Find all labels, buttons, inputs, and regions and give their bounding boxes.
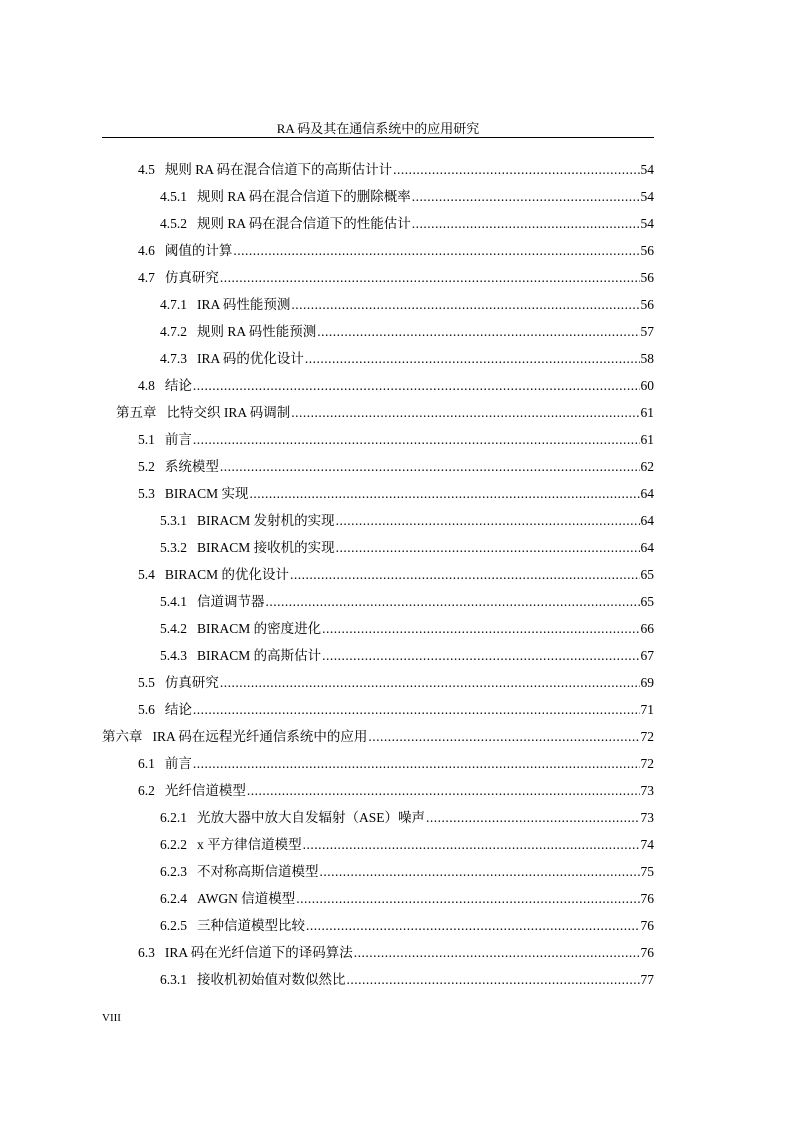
toc-entry-title: IRA 码在远程光纤通信系统中的应用 [152, 729, 368, 744]
toc-leader-dots [303, 835, 640, 855]
toc-entry[interactable] [138, 430, 654, 450]
toc-entry-number: 6.3.1 [160, 972, 187, 987]
toc-entry[interactable] [160, 295, 654, 315]
toc-entry-page: 58 [640, 351, 654, 366]
toc-entry[interactable] [138, 754, 654, 774]
toc-entry-title: BIRACM 实现 [164, 486, 249, 501]
toc-entry-page: 69 [640, 675, 654, 690]
toc-leader-dots [290, 565, 639, 585]
toc-entry-number: 6.1 [138, 756, 155, 771]
toc-entry[interactable] [160, 646, 654, 666]
toc-leader-dots [193, 754, 640, 774]
toc-entry-number: 4.7.1 [160, 297, 187, 312]
toc-entry-page: 74 [640, 837, 654, 852]
toc-entry-page: 54 [640, 216, 654, 231]
toc-entry-page: 54 [640, 189, 654, 204]
toc-entry[interactable] [116, 403, 654, 423]
toc-entry-page: 57 [640, 324, 654, 339]
toc-leader-dots [347, 970, 640, 990]
toc-entry[interactable] [138, 457, 654, 477]
toc-leader-dots [220, 673, 640, 693]
toc-entry[interactable] [160, 511, 654, 531]
toc-entry-title: 光纤信道模型 [164, 783, 246, 798]
running-header: RA 码及其在通信系统中的应用研究 [276, 121, 480, 136]
toc-leader-dots [220, 457, 640, 477]
toc-entry-number: 6.2.4 [160, 891, 187, 906]
toc-entry-title: 接收机初始值对数似然比 [197, 972, 346, 987]
toc-entry-title: 前言 [164, 432, 192, 447]
toc-entry-number: 5.4 [138, 567, 155, 582]
toc-entry-title: IRA 码的优化设计 [197, 351, 304, 366]
toc-entry-page: 56 [640, 243, 654, 258]
toc-entry-page: 77 [640, 972, 654, 987]
page-number: VIII [102, 1012, 121, 1024]
toc-entry[interactable] [138, 160, 654, 180]
toc-leader-dots [250, 484, 640, 504]
toc-entry[interactable] [160, 835, 654, 855]
toc-entry-number: 4.5.1 [160, 189, 187, 204]
toc-entry-page: 72 [640, 729, 654, 744]
toc-entry-title: x 平方律信道模型 [197, 837, 302, 852]
toc-entry[interactable] [160, 538, 654, 558]
toc-entry-title: 规则 RA 码在混合信道下的高斯估计计 [164, 162, 393, 177]
toc-entry-title: 比特交织 IRA 码调制 [166, 405, 291, 420]
toc-leader-dots [193, 376, 640, 396]
toc-entry-page: 73 [640, 783, 654, 798]
toc-entry-number: 5.3 [138, 486, 155, 501]
toc-entry-number: 第五章 [116, 405, 157, 420]
toc-leader-dots [291, 403, 639, 423]
toc-entry-title: BIRACM 的密度进化 [197, 621, 322, 636]
toc-leader-dots [336, 511, 640, 531]
toc-entry-number: 6.3 [138, 945, 155, 960]
toc-leader-dots [266, 592, 640, 612]
toc-entry[interactable] [138, 268, 654, 288]
toc-leader-dots [233, 241, 639, 261]
toc-entry-number: 4.5.2 [160, 216, 187, 231]
toc-entry-page: 56 [640, 297, 654, 312]
toc-leader-dots [322, 646, 639, 666]
toc-entry-number: 5.2 [138, 459, 155, 474]
toc-leader-dots [193, 700, 640, 720]
toc-entry-page: 61 [640, 405, 654, 420]
toc-entry-title: AWGN 信道模型 [197, 891, 296, 906]
toc-entry[interactable] [160, 592, 654, 612]
toc-entry-title: BIRACM 发射机的实现 [197, 513, 335, 528]
toc-entry-title: 不对称高斯信道模型 [197, 864, 319, 879]
toc-entry[interactable] [160, 862, 654, 882]
toc-entry-title: 规则 RA 码在混合信道下的删除概率 [197, 189, 411, 204]
toc-leader-dots [220, 268, 640, 288]
toc-entry[interactable] [138, 241, 654, 261]
toc-entry-number: 第六章 [102, 729, 143, 744]
toc-entry-page: 65 [640, 594, 654, 609]
toc-leader-dots [322, 619, 639, 639]
toc-entry-page: 64 [640, 486, 654, 501]
header-rule [102, 137, 654, 138]
toc-entry-title: BIRACM 的高斯估计 [197, 648, 322, 663]
toc-entry-number: 6.2.5 [160, 918, 187, 933]
toc-entry-number: 5.4.3 [160, 648, 187, 663]
toc-entry-title: 系统模型 [164, 459, 219, 474]
toc-entry-number: 5.3.2 [160, 540, 187, 555]
toc-entry-title: 结论 [164, 702, 192, 717]
toc-entry-number: 4.7.2 [160, 324, 187, 339]
toc-entry[interactable] [102, 727, 654, 747]
toc-entry[interactable] [160, 808, 654, 828]
toc-entry[interactable] [160, 970, 654, 990]
toc-leader-dots [296, 889, 639, 909]
toc-leader-dots [368, 727, 639, 747]
toc-entry-page: 71 [640, 702, 654, 717]
toc-entry-title: 光放大器中放大自发辐射（ASE）噪声 [197, 810, 426, 825]
toc-entry-page: 66 [640, 621, 654, 636]
toc-entry-number: 4.5 [138, 162, 155, 177]
toc-entry-page: 76 [640, 945, 654, 960]
toc-entry-page: 56 [640, 270, 654, 285]
toc-entry-number: 5.3.1 [160, 513, 187, 528]
toc-entry-title: 规则 RA 码在混合信道下的性能估计 [197, 216, 411, 231]
toc-entry-title: 阈值的计算 [164, 243, 233, 258]
toc-entry[interactable] [138, 484, 654, 504]
toc-entry[interactable] [160, 187, 654, 207]
toc-entry[interactable] [138, 700, 654, 720]
toc-entry-number: 4.6 [138, 243, 155, 258]
toc-entry-title: IRA 码在光纤信道下的译码算法 [164, 945, 353, 960]
toc-entry-number: 6.2.2 [160, 837, 187, 852]
toc-entry-number: 6.2.3 [160, 864, 187, 879]
toc-entry-page: 76 [640, 918, 654, 933]
toc-entry[interactable] [160, 322, 654, 342]
toc-entry[interactable] [138, 943, 654, 963]
toc-entry[interactable] [160, 889, 654, 909]
toc-leader-dots [317, 322, 639, 342]
toc-entry-page: 64 [640, 513, 654, 528]
toc-entry-page: 76 [640, 891, 654, 906]
toc-entry[interactable] [138, 781, 654, 801]
toc-entry-title: 仿真研究 [164, 675, 219, 690]
toc-entry-page: 54 [640, 162, 654, 177]
toc-entry-page: 67 [640, 648, 654, 663]
toc-entry[interactable] [138, 673, 654, 693]
toc-entry-page: 72 [640, 756, 654, 771]
toc-entry-title: 仿真研究 [164, 270, 219, 285]
toc-entry-title: BIRACM 接收机的实现 [197, 540, 335, 555]
toc-entry[interactable] [160, 619, 654, 639]
toc-entry-number: 5.5 [138, 675, 155, 690]
toc-entry-title: 三种信道模型比较 [197, 918, 305, 933]
toc-entry-page: 64 [640, 540, 654, 555]
toc-entry-number: 4.7.3 [160, 351, 187, 366]
toc-entry[interactable] [160, 916, 654, 936]
toc-entry-number: 6.2.1 [160, 810, 187, 825]
toc-entry-page: 65 [640, 567, 654, 582]
toc-entry-number: 4.8 [138, 378, 155, 393]
toc-entry-page: 60 [640, 378, 654, 393]
toc-entry-number: 5.1 [138, 432, 155, 447]
toc-leader-dots [305, 349, 640, 369]
toc-entry-page: 75 [640, 864, 654, 879]
toc-leader-dots [193, 430, 640, 450]
toc-entry-title: 信道调节器 [197, 594, 265, 609]
toc-entry-title: 结论 [164, 378, 192, 393]
toc-entry[interactable] [160, 214, 654, 234]
toc-leader-dots [412, 187, 640, 207]
toc-entry-title: IRA 码性能预测 [197, 297, 291, 312]
toc-leader-dots [247, 781, 640, 801]
toc-entry[interactable] [138, 565, 654, 585]
toc-leader-dots [426, 808, 639, 828]
toc-leader-dots [393, 160, 639, 180]
toc-leader-dots [320, 862, 640, 882]
toc-leader-dots [291, 295, 639, 315]
toc-entry-number: 4.7 [138, 270, 155, 285]
toc-entry-title: 规则 RA 码性能预测 [197, 324, 317, 339]
toc-leader-dots [412, 214, 640, 234]
toc-leader-dots [354, 943, 640, 963]
toc-leader-dots [306, 916, 640, 936]
toc-entry[interactable] [160, 349, 654, 369]
toc-entry-title: 前言 [164, 756, 192, 771]
toc-entry-page: 62 [640, 459, 654, 474]
toc-leader-dots [336, 538, 640, 558]
toc-entry-number: 6.2 [138, 783, 155, 798]
toc-entry-page: 61 [640, 432, 654, 447]
toc-entry-number: 5.6 [138, 702, 155, 717]
toc-entry-number: 5.4.1 [160, 594, 187, 609]
toc-entry-title: BIRACM 的优化设计 [164, 567, 290, 582]
toc-entry[interactable] [138, 376, 654, 396]
toc-entry-number: 5.4.2 [160, 621, 187, 636]
toc-entry-page: 73 [640, 810, 654, 825]
